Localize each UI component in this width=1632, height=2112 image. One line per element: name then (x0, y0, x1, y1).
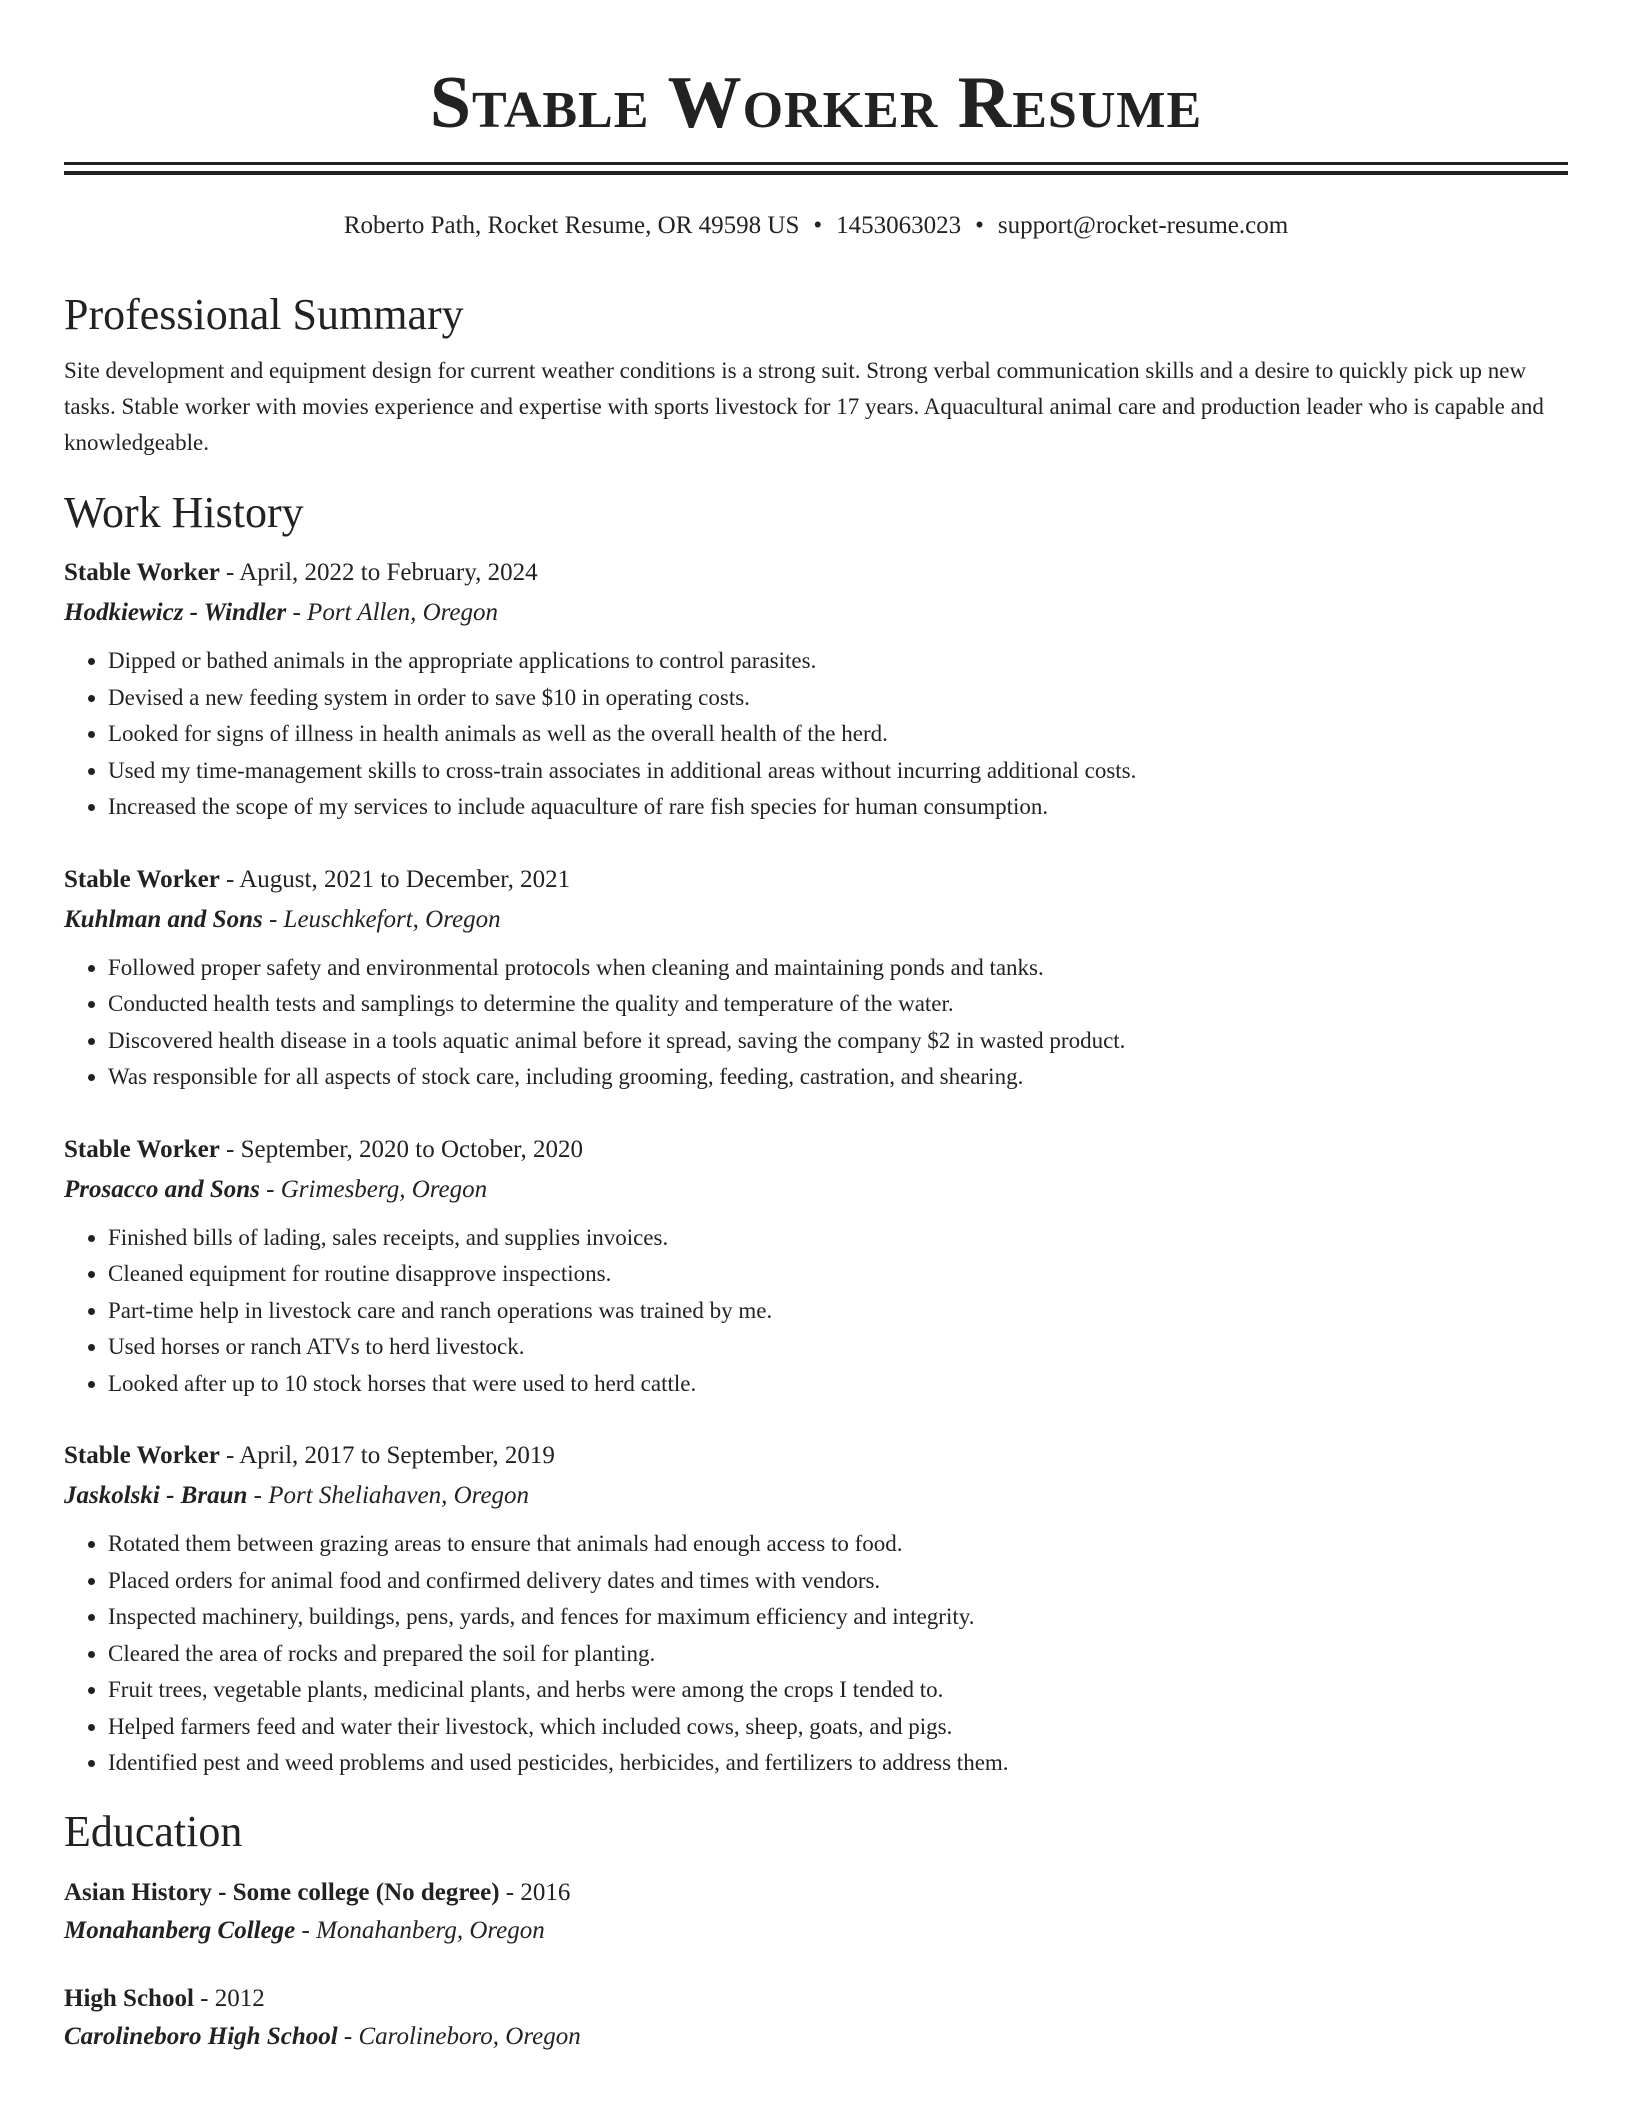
contact-address: Roberto Path, Rocket Resume, OR 49598 US (343, 212, 800, 239)
job-bullet: • Followed proper safety and environmental protocols when cleaning and maintaining ponds and tanks. (108, 950, 1568, 987)
education-school: Monahanberg College (64, 1916, 296, 1944)
job-bullet: • Devised a new feeding system in order to save $10 in operating costs. (108, 680, 1568, 717)
job-company-line (64, 1170, 1568, 1210)
job-entry (64, 1130, 1568, 1403)
job-dates: - September, 2020 to October, 2020 (219, 1135, 583, 1163)
summary-heading: Professional Summary (64, 290, 464, 339)
job-title: Stable Worker (64, 865, 220, 893)
education-degree: Asian History - Some college (No degree) (64, 1878, 500, 1906)
contact-phone: 1453063023 (836, 212, 962, 239)
job-bullet: • Finished bills of lading, sales receipts, and supplies invoices. (108, 1220, 1568, 1257)
contact-separator: • (975, 212, 984, 239)
job-bullet: • Used my time-management skills to cross-train associates in additional areas without incurring additional costs. (108, 753, 1568, 790)
job-entry (64, 860, 1568, 1096)
job-company: Prosacco and Sons (64, 1175, 260, 1203)
job-company-line (64, 900, 1568, 940)
job-title: Stable Worker (64, 559, 220, 586)
job-company-line (64, 593, 1568, 633)
job-bullet: • Helped farmers feed and water their livestock, which included cows, sheep, goats, and pigs. (108, 1709, 1568, 1746)
summary-text: Site development and equipment design for current weather conditions is a strong suit. Strong verbal communication skills and a desire to quickly pick up new tasks. Stable worker with movies experience and expertise with sports livestock for 17 years. Aquacultural animal care and production leader who is capable and knowledgeable. (64, 358, 1544, 455)
education-school-line (64, 1912, 1568, 1950)
job-bullet: • Conducted health tests and samplings to determine the quality and temperature of the water. (108, 986, 1568, 1023)
resume-page (64, 0, 1568, 2056)
job-company: Kuhlman and Sons (64, 905, 263, 933)
job-bullet: • Cleaned equipment for routine disapprove inspections. (108, 1256, 1568, 1293)
job-bullets (64, 643, 1568, 826)
job-bullet: • Dipped or bathed animals in the appropriate applications to control parasites. (108, 643, 1568, 680)
job-bullet: • Looked after up to 10 stock horses that were used to herd cattle. (108, 1366, 1568, 1403)
job-bullet: • Cleared the area of rocks and prepared the soil for planting. (108, 1636, 1568, 1673)
education-degree-line (64, 1980, 1568, 2018)
job-bullets (64, 1526, 1568, 1782)
job-title-line (64, 1130, 1568, 1170)
job-bullet: • Part-time help in livestock care and ranch operations was trained by me. (108, 1293, 1568, 1330)
job-location: - Leuschkefort, Oregon (262, 905, 501, 933)
job-location: - Port Sheliahaven, Oregon (247, 1482, 530, 1509)
education-entry (64, 1980, 1568, 2056)
job-bullet: • Was responsible for all aspects of stock care, including grooming, feeding, castration, and shearing. (108, 1059, 1568, 1096)
education-year: - 2012 (193, 1984, 265, 2012)
job-bullets (64, 1220, 1568, 1403)
contact-line (64, 211, 1568, 241)
job-bullet: • Identified pest and weed problems and used pesticides, herbicides, and fertilizers to address them. (108, 1745, 1568, 1782)
job-bullet: • Looked for signs of illness in health animals as well as the overall health of the herd. (108, 716, 1568, 753)
job-entry (64, 1436, 1568, 1782)
job-title-line (64, 1436, 1568, 1476)
title-rule-top (64, 162, 1568, 165)
resume-title: Stable Worker Resume (429, 62, 1203, 144)
job-entry (64, 553, 1568, 826)
job-company-line (64, 1476, 1568, 1516)
job-bullet: • Rotated them between grazing areas to ensure that animals had enough access to food. (108, 1526, 1568, 1563)
job-bullets (64, 950, 1568, 1096)
job-bullet: • Fruit trees, vegetable plants, medicinal plants, and herbs were among the crops I tended to. (108, 1672, 1568, 1709)
job-bullet: • Discovered health disease in a tools aquatic animal before it spread, saving the company $2 in wasted product. (108, 1023, 1568, 1060)
education-entry (64, 1874, 1568, 1950)
education-degree: High School (64, 1984, 194, 2012)
title-rule-bottom (64, 171, 1568, 175)
education-school-line (64, 2018, 1568, 2056)
job-location: - Grimesberg, Oregon (259, 1175, 488, 1203)
job-dates: - April, 2017 to September, 2019 (219, 1442, 555, 1469)
job-title-line (64, 553, 1568, 593)
job-bullet: • Increased the scope of my services to include aquaculture of rare fish species for human consumption. (108, 789, 1568, 826)
job-dates: - April, 2022 to February, 2024 (219, 559, 538, 586)
contact-email: support@rocket-resume.com (997, 212, 1289, 239)
job-bullet: • Inspected machinery, buildings, pens, yards, and fences for maximum efficiency and integrity. (108, 1599, 1568, 1636)
education-year: - 2016 (499, 1878, 571, 1906)
job-title: Stable Worker (64, 1442, 220, 1469)
education-location: - Monahanberg, Oregon (295, 1916, 545, 1944)
job-bullet: • Placed orders for animal food and confirmed delivery dates and times with vendors. (108, 1563, 1568, 1600)
job-dates: - August, 2021 to December, 2021 (219, 865, 571, 893)
education-degree-line (64, 1874, 1568, 1912)
job-company: Jaskolski - Braun (64, 1482, 248, 1509)
job-title: Stable Worker (64, 1135, 220, 1163)
job-location: - Port Allen, Oregon (286, 599, 499, 626)
work-history-heading: Work History (64, 488, 304, 537)
job-bullet: • Used horses or ranch ATVs to herd livestock. (108, 1329, 1568, 1366)
education-school: Carolineboro High School (64, 2022, 338, 2050)
job-title-line (64, 860, 1568, 900)
job-company: Hodkiewicz - Windler (64, 599, 287, 626)
contact-separator: • (813, 212, 823, 239)
education-heading: Education (64, 1806, 243, 1856)
education-location: - Carolineboro, Oregon (337, 2022, 581, 2050)
